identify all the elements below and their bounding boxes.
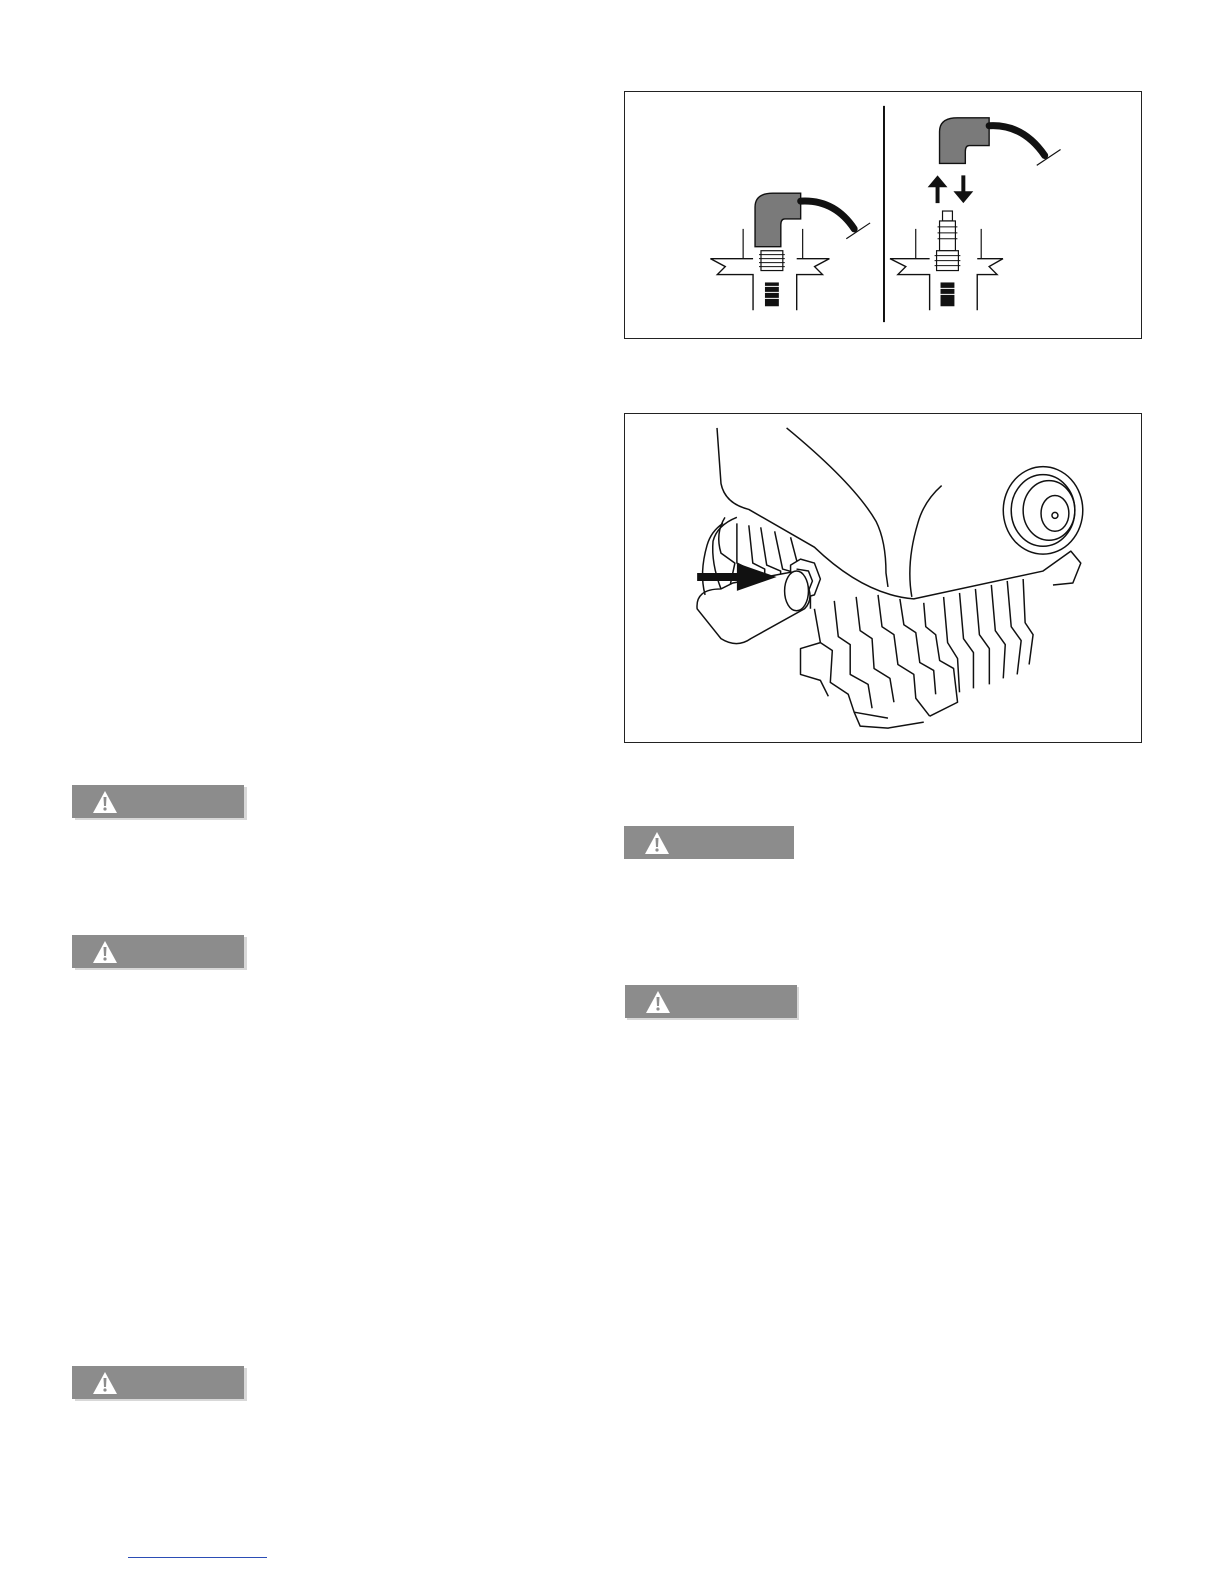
warning-triangle-icon [92,790,118,814]
spark-plug-wire-figure [624,91,1142,339]
arrow-up-icon [928,175,948,203]
warning-badge [625,985,797,1018]
arrow-down-icon [953,175,973,203]
warning-badge [72,935,244,968]
warning-triangle-icon [645,990,671,1014]
plug-detached-panel [890,118,1061,310]
warning-badge [72,1366,244,1399]
engine-cylinder-head-illustration [625,414,1141,742]
plug-attached-panel [710,193,870,310]
spark-plug-boot-illustration [625,92,1141,338]
warning-triangle-icon [92,1371,118,1395]
footer-link-underline[interactable] [128,1557,267,1558]
engine-spark-plug-figure [624,413,1142,743]
warning-badge [72,785,244,818]
warning-triangle-icon [644,831,670,855]
warning-triangle-icon [92,940,118,964]
warning-badge [624,826,794,859]
